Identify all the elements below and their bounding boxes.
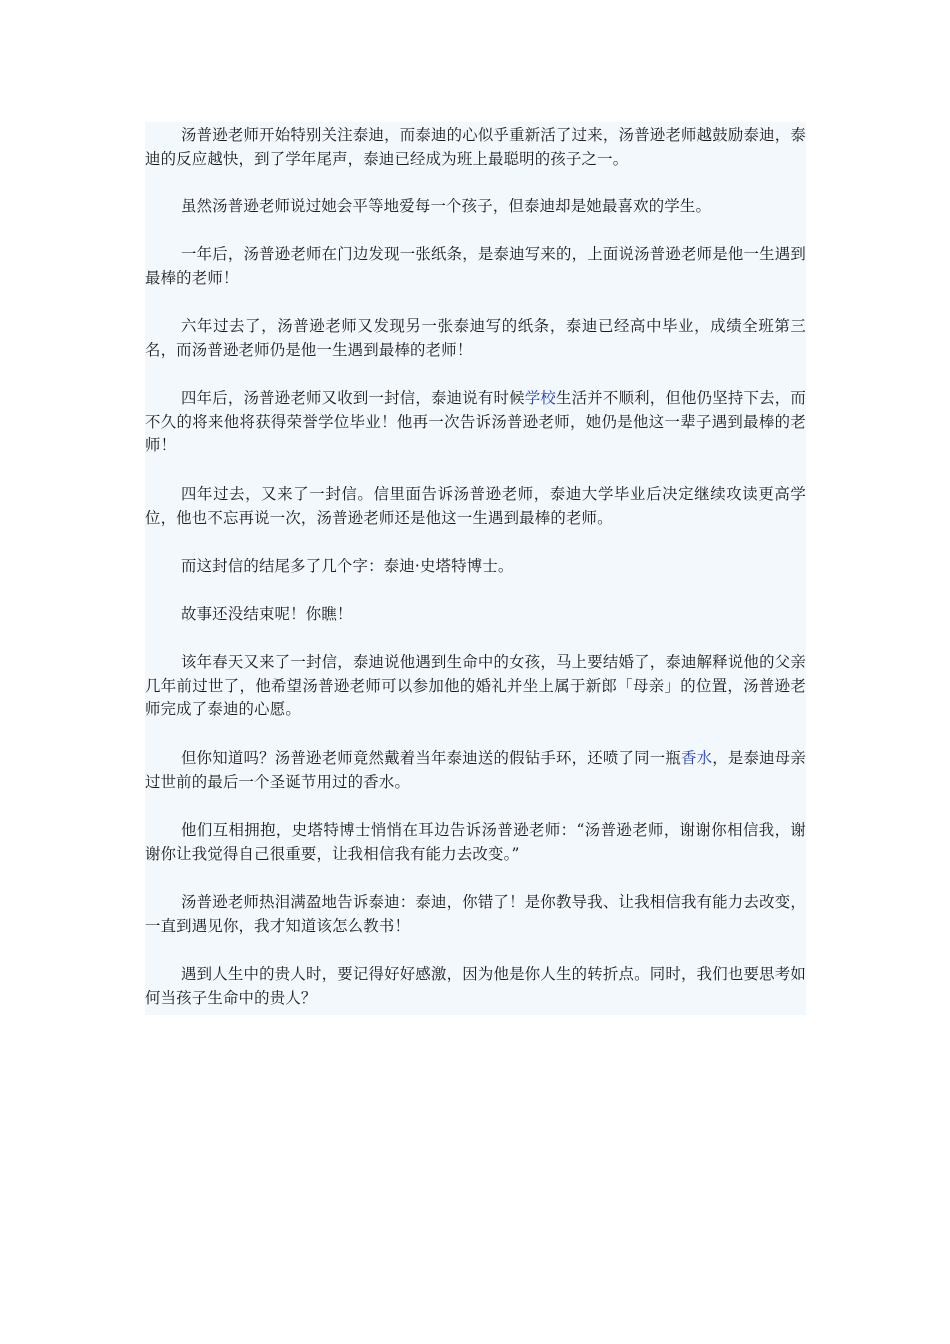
paragraph-10-text-start: 但你知道吗？汤普逊老师竟然戴着当年泰迪送的假钻手环，还喷了同一瓶 [181,749,682,767]
paragraph-7: 而这封信的结尾多了几个字：泰迪·史塔特博士。 [181,557,514,575]
paragraph-3: 一年后，汤普逊老师在门边发现一张纸条，是泰迪写来的，上面说汤普逊老师是他一生遇到最棒的老师！ [145,245,806,287]
paragraph-5 [145,387,806,458]
paragraph-2: 虽然汤普逊老师说过她会平等地爱每一个孩子，但泰迪却是她最喜欢的学生。 [181,197,712,215]
paragraph-12: 汤普逊老师热泪满盈地告诉泰迪：泰迪，你错了！是你教导我、让我相信我有能力去改变，一直到遇见你，我才知道该怎么教书！ [145,893,806,935]
paragraph-6: 四年过去，又来了一封信。信里面告诉汤普逊老师，泰迪大学毕业后决定继续攻读更高学位，他也不忘再说一次，汤普逊老师还是他这一生遇到最棒的老师。 [145,485,806,527]
paragraph-10 [145,747,806,794]
paragraph-9: 该年春天又来了一封信，泰迪说他遇到生命中的女孩，马上要结婚了，泰迪解释说他的父亲几年前过世了，他希望汤普逊老师可以参加他的婚礼并坐上属于新郎「母亲」的位置，汤普逊老师完成了泰迪的心愿。 [145,653,806,718]
paragraph-11: 他们互相拥抱，史塔特博士悄悄在耳边告诉汤普逊老师：“汤普逊老师，谢谢你相信我，谢谢你让我觉得自己很重要，让我相信我有能力去改变。” [145,821,806,863]
paragraph-10-text-end: ，是泰迪母亲过世前的最后一个圣诞节用过的香水。 [145,749,806,791]
paragraph-13: 遇到人生中的贵人时，要记得好好感激，因为他是你人生的转折点。同时，我们也要思考如何当孩子生命中的贵人？ [145,965,806,1007]
paragraph-1: 汤普逊老师开始特别关注泰迪，而泰迪的心似乎重新活了过来，汤普逊老师越鼓励泰迪，泰迪的反应越快，到了学年尾声，泰迪已经成为班上最聪明的孩子之一。 [145,126,806,168]
paragraph-5-text-start: 四年后，汤普逊老师又收到一封信，泰迪说有时候 [181,389,525,407]
paragraph-4: 六年过去了，汤普逊老师又发现另一张泰迪写的纸条，泰迪已经高中毕业，成绩全班第三名，而汤普逊老师仍是他一生遇到最棒的老师！ [145,317,806,359]
school-link[interactable]: 学校 [524,389,557,407]
paragraph-8: 故事还没结束呢！你瞧！ [181,605,353,623]
paragraph-5-text-end: 生活并不顺利，但他仍坚持下去，而不久的将来他将获得荣誉学位毕业！他再一次告诉汤普逊老师，她仍是他这一辈子遇到最棒的老师！ [145,389,807,454]
perfume-link[interactable]: 香水 [681,749,713,767]
article-body [145,122,806,1015]
